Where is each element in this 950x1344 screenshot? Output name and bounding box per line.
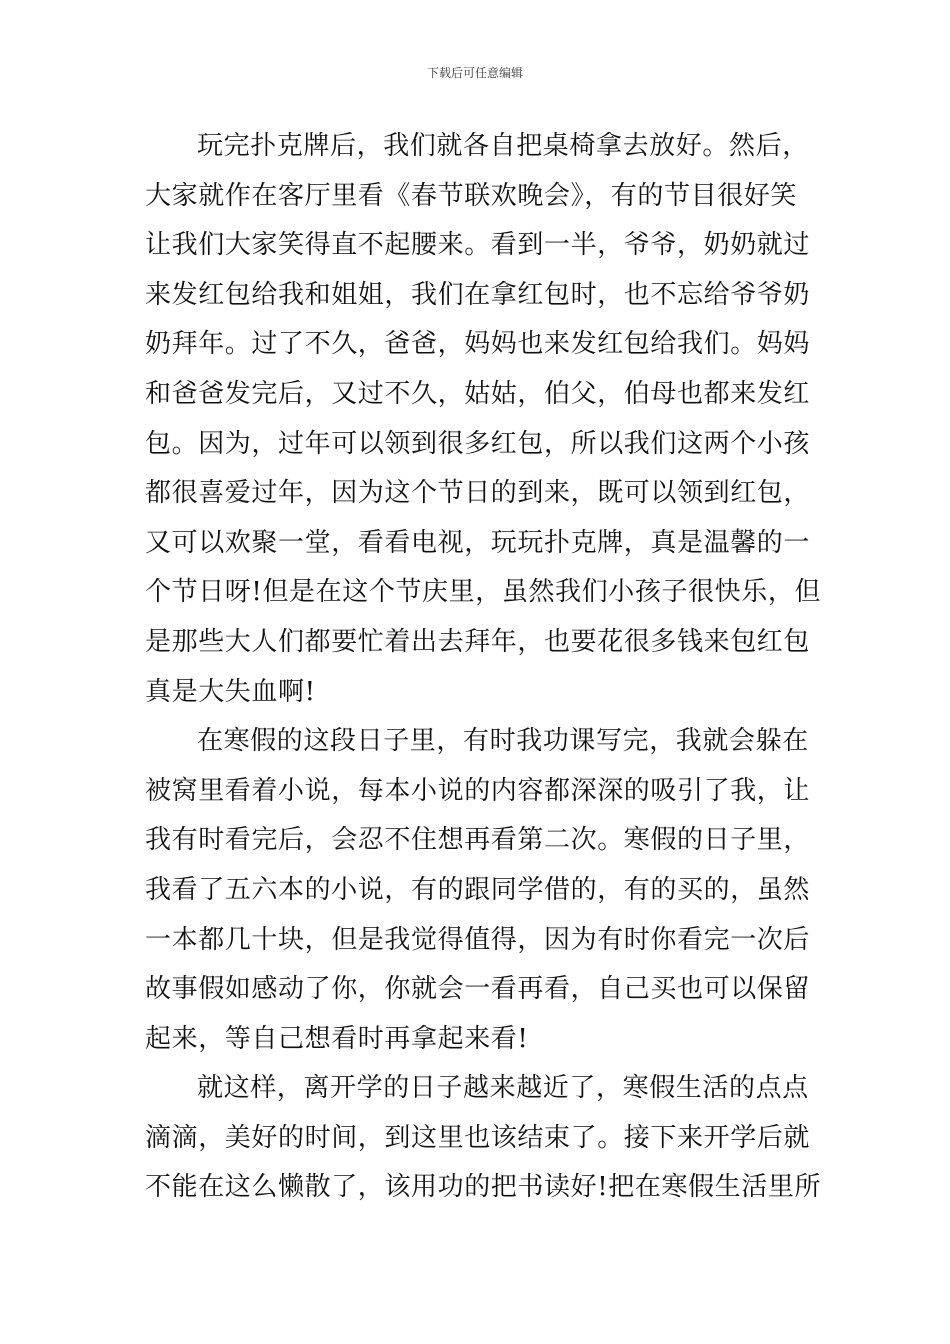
text-line: 故事假如感动了你，你就会一看再看，自己买也可以保留 <box>145 974 811 1005</box>
text-line: 又可以欢聚一堂，看看电视，玩玩扑克牌，真是温馨的一 <box>145 527 811 558</box>
text-line: 个节日呀!但是在这个节庆里，虽然我们小孩子很快乐，但 <box>145 577 822 608</box>
document-body <box>145 122 822 1213</box>
text-line: 都很喜爱过年，因为这个节日的到来，既可以领到红包， <box>145 478 811 509</box>
header-note: 下载后可任意编辑 <box>426 66 523 80</box>
text-line: 是那些大人们都要忙着出去拜年，也要花很多钱来包红包 <box>145 626 811 657</box>
text-line: 被窝里看着小说，每本小说的内容都深深的吸引了我，让 <box>145 775 811 806</box>
text-line: 奶拜年。过了不久，爸爸，妈妈也来发红包给我们。妈妈 <box>145 329 811 360</box>
text-line: 起来，等自己想看时再拿起来看! <box>145 1023 529 1054</box>
text-line: 让我们大家笑得直不起腰来。看到一半，爷爷，奶奶就过 <box>145 230 811 261</box>
paragraph-1 <box>145 122 822 717</box>
text-line: 就这样，离开学的日子越来越近了，寒假生活的点点 <box>197 1073 809 1104</box>
text-line: 滴滴，美好的时间，到这里也该结束了。接下来开学后就 <box>145 1122 811 1153</box>
text-line: 玩完扑克牌后，我们就各自把桌椅拿去放好。然后， <box>197 131 809 161</box>
text-line: 来发红包给我和姐姐，我们在拿红包时，也不忘给爷爷奶 <box>145 279 811 310</box>
text-line: 在寒假的这段日子里，有时我功课写完，我就会躲在 <box>197 726 809 757</box>
text-line: 我看了五六本的小说，有的跟同学借的，有的买的，虽然 <box>145 874 811 905</box>
text-line: 和爸爸发完后，又过不久，姑姑，伯父，伯母也都来发红 <box>145 378 811 409</box>
paragraph-2 <box>145 717 811 1064</box>
text-line: 真是大失血啊! <box>145 676 316 707</box>
paragraph-3 <box>145 1064 822 1213</box>
text-line: 我有时看完后，会忍不住想再看第二次。寒假的日子里， <box>145 825 811 856</box>
text-line: 不能在这么懒散了，该用功的把书读好!把在寒假生活里所 <box>145 1172 822 1203</box>
text-line: 一本都几十块，但是我觉得值得，因为有时你看完一次后 <box>145 924 811 955</box>
text-line: 包。因为，过年可以领到很多红包，所以我们这两个小孩 <box>145 428 811 459</box>
text-line: 大家就作在客厅里看《春节联欢晚会》，有的节目很好笑 <box>145 180 798 211</box>
